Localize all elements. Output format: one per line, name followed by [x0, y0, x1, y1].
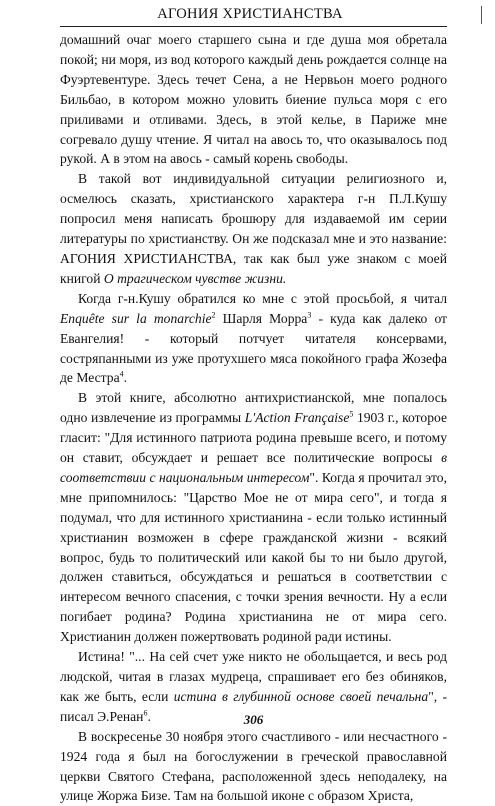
paragraph-3-text-a: Когда г-н.Кушу обратился ко мне с этой просьбой, я читал: [78, 290, 447, 306]
national-interest-italic: в соответствии с национальным интересом: [60, 450, 447, 485]
renan-quote-italic: истина в глубинной основе своей печальна: [173, 688, 429, 704]
paragraph-5-text-a: Истина! "... На сей счет уже никто не обольщается, и весь род людской, читая в глазах мудреца, спрашивает его без обиняков, как же быть, если: [60, 649, 447, 704]
footnote-ref-6: 6: [143, 708, 148, 718]
main-text: [60, 30, 447, 806]
enquete-title-italic: Enquête sur la monarchie: [60, 310, 212, 326]
paragraph-1-text: домашний очаг моего старшего сына и где душа моя обретала покой; ни моря, из вод которого каждый день рождается солнце на Фуэртевентуре. Здесь течет Сена, а не Нервьон моего родного Бильбао, в котором можно уловить биение пульса моря с его приливами и отливами. Здесь, в этой келье, в Париже мне согревало душу чтение. Я читал на авось то, что оказывалось под рукой. А в этом на авось - самый корень свободы.: [60, 32, 447, 167]
book-title-italic: О трагическом чувстве жизни.: [103, 270, 287, 286]
paragraph-2-text: В такой вот индивидуальной ситуации религиозного и, осмелюсь сказать, христианского характера г-н П.Л.Кушу попросил меня написать брошюру для издаваемой им серии литературы по христианству. Он же подсказал мне и это название: АГОНИЯ ХРИСТИАНСТВА, так как был уже знаком с моей книгой: [60, 171, 447, 286]
page-number: 306: [243, 712, 264, 727]
paragraph-4-text-b: 1903 г., которое гласит: "Для истинного патриота родина превыше всего, и потому он ставит, обсуждает и решает все политические вопросы: [60, 410, 447, 466]
paragraph-3-text-b: Шарля Морра: [215, 310, 308, 326]
footnote-ref-3: 3: [307, 310, 312, 320]
paragraph-3: [60, 289, 447, 389]
paragraph-3-text-d: .: [123, 370, 128, 386]
paragraph-5-text-c: .: [147, 708, 151, 724]
header-rule: [60, 26, 447, 27]
footnote-ref-2: 2: [211, 310, 216, 320]
paragraph-5-text-b: ", - писал Э.Ренан: [60, 688, 448, 724]
paragraph-2: [60, 169, 447, 288]
running-title: АГОНИЯ ХРИСТИАНСТВА: [157, 6, 343, 22]
paragraph-6-text: В воскресенье 30 ноября этого счастливого - или несчастного - 1924 года я был на богослужении в греческой православной церкви Святого Стефана, расположенной здесь неподалеку, на улице Жоржа Бизе. Там на большой иконе с образом Христа,: [60, 728, 447, 804]
paragraph-1: [60, 30, 447, 169]
margin-mark: [481, 6, 482, 24]
paragraph-4-text-a: В этой книге, абсолютно антихристианской, мне попалось одно извлечение из программы: [60, 390, 447, 426]
paragraph-4-text-c: ". Когда я прочитал это, мне припомнилось: "Царство Мое не от мира сего", и тогда я подумал, что для истинного христианина - если только истинный христианин возможен в сфере гражданской жизни - всякий вопрос, будь то политический или какой бы то ни было другой, должен ставиться, обсуждаться и решаться в соответствии с интересом вечного спасения, с точки зрения вечности. Ну а если погибает родина? Родина христианина не от мира сего. Христианин должен пожертвовать родиной ради истины.: [60, 469, 447, 645]
action-francaise-italic: L'Action Française: [244, 410, 350, 426]
paragraph-6: [60, 727, 447, 806]
paragraph-3-text-c: - куда как далеко от Евангелия! - который потчует читателя консервами, состряпанными из уже протухшего мяса покойного графа Жозефа де Местра: [60, 310, 447, 386]
paragraph-4: [60, 388, 447, 647]
footnote-ref-4: 4: [119, 369, 124, 379]
footnote-ref-5: 5: [349, 409, 354, 419]
